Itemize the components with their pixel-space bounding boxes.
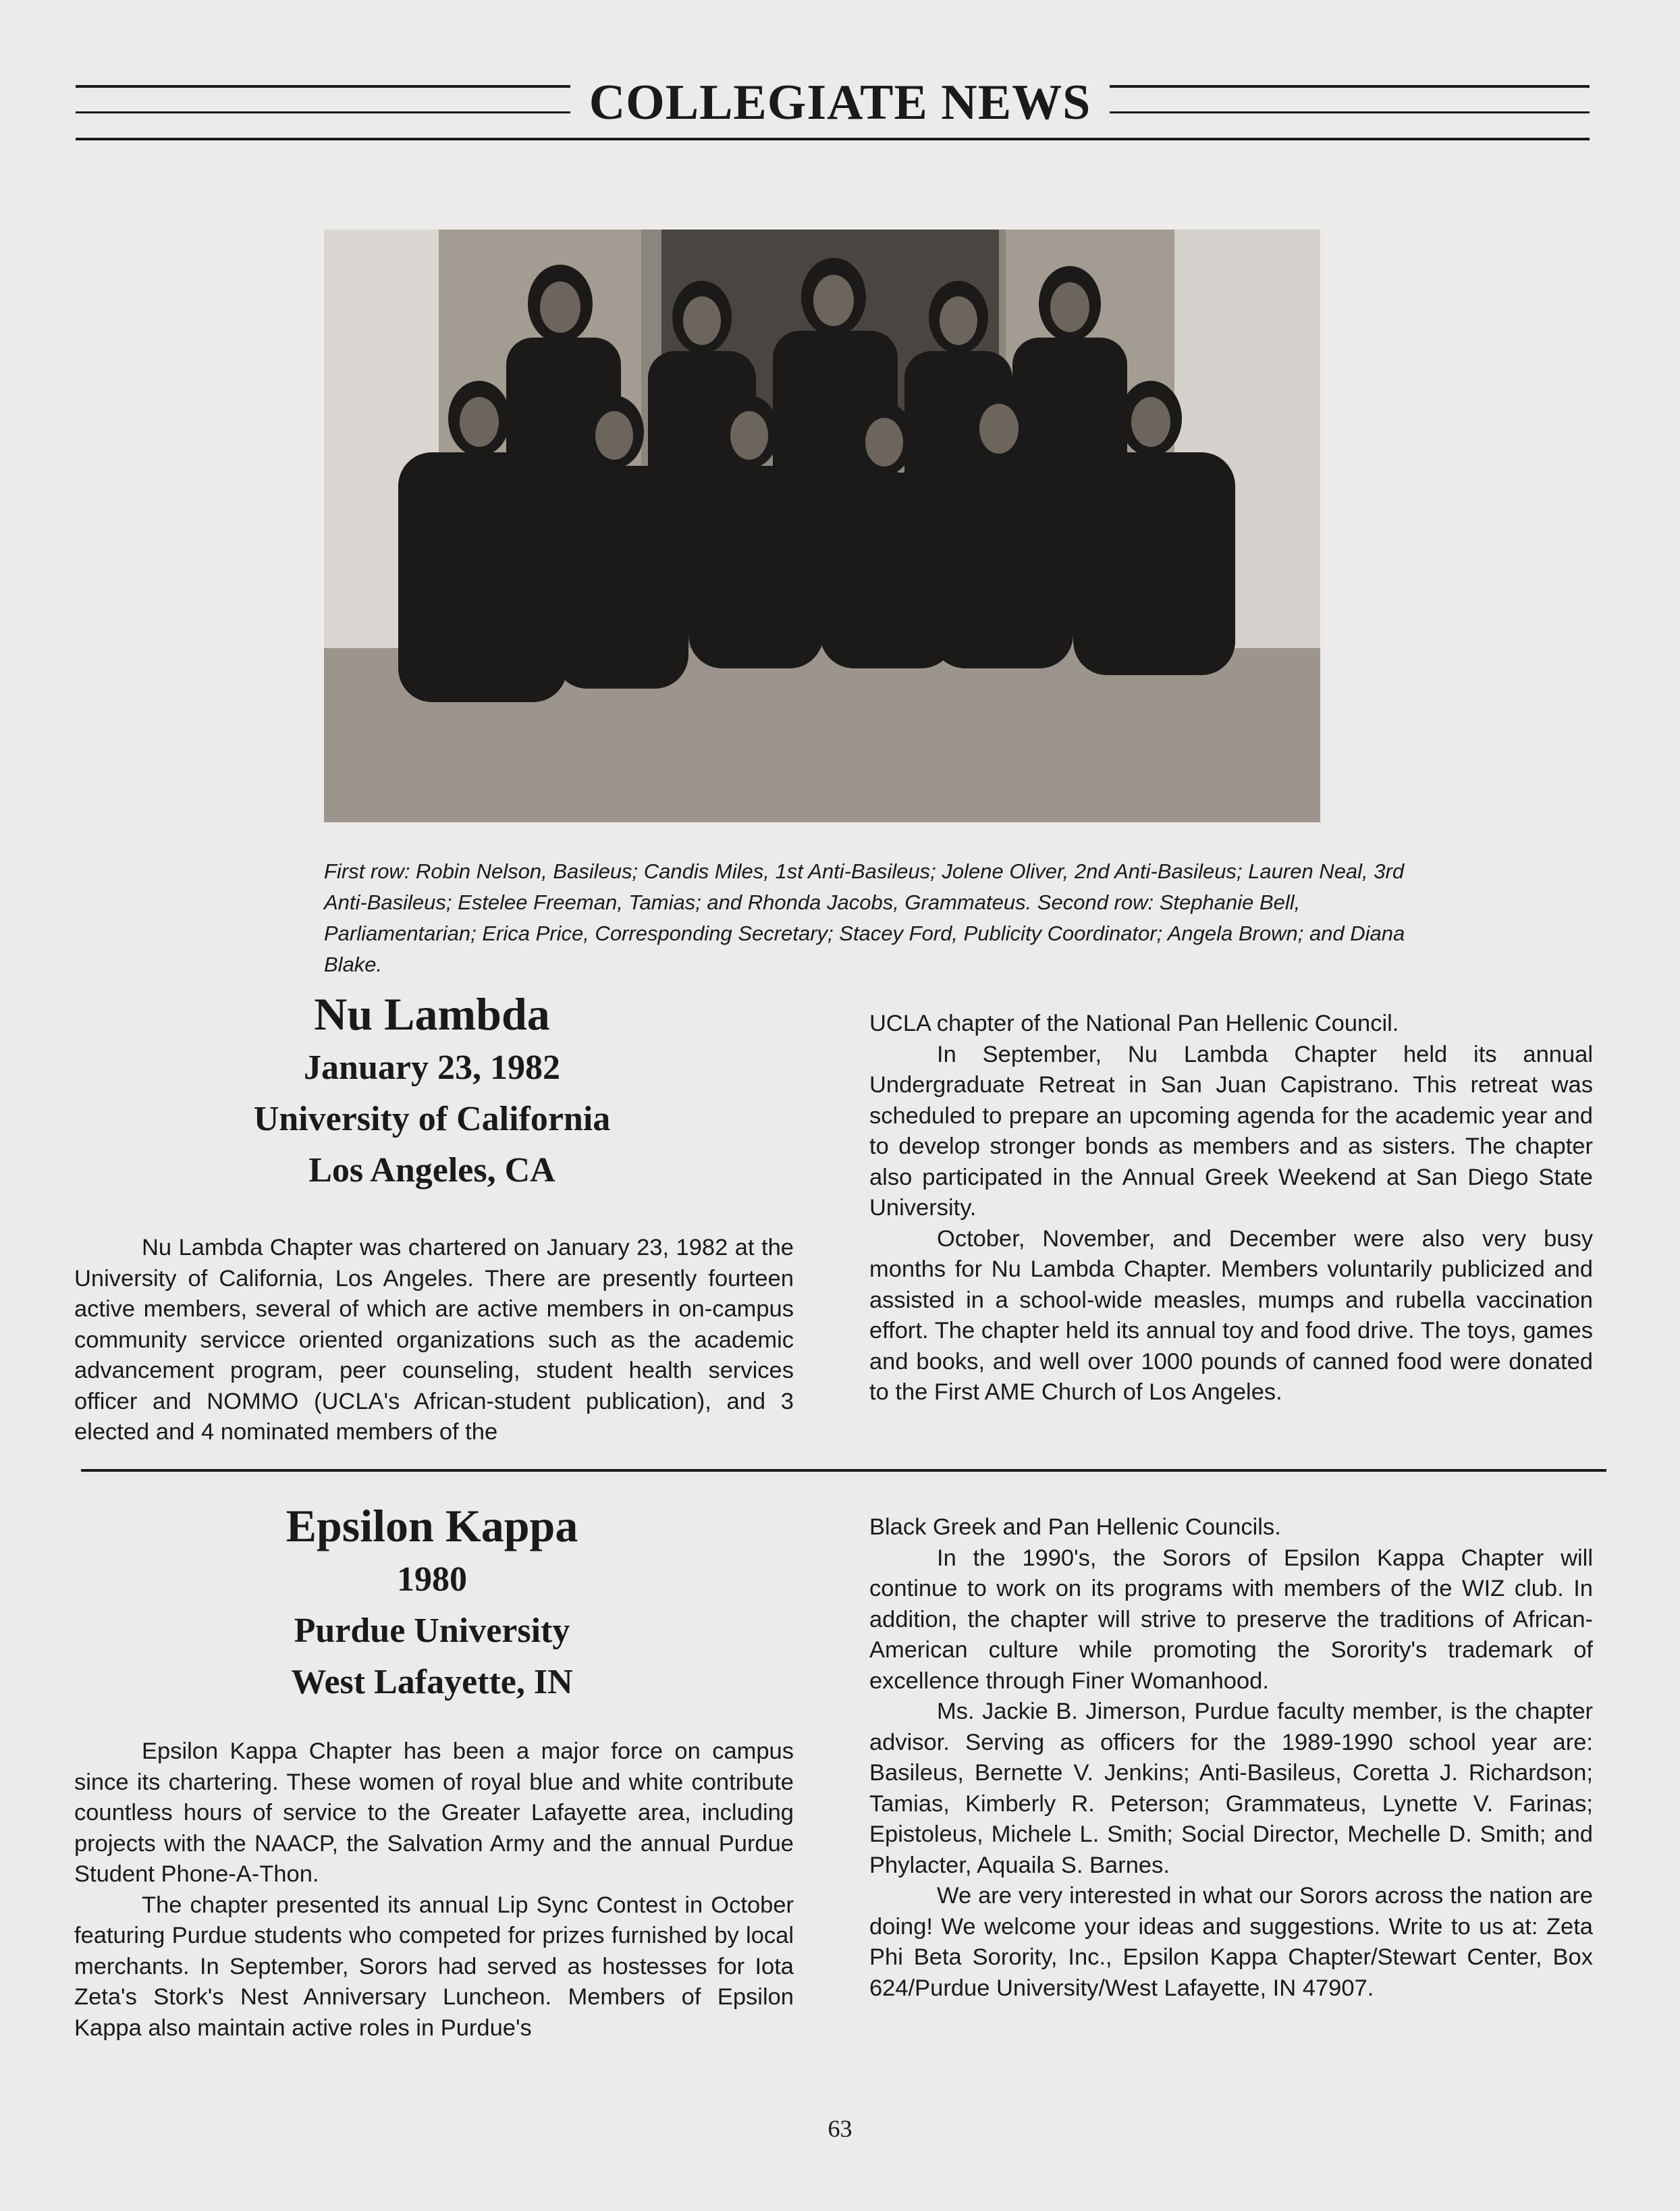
school-name: Purdue University bbox=[294, 1611, 570, 1650]
epsilon-kappa-right-column bbox=[869, 1512, 1593, 2004]
epsilon-kappa-left-column bbox=[74, 1736, 794, 2044]
school-name: University of California bbox=[253, 1100, 611, 1138]
nu-lambda-left-column bbox=[74, 1233, 794, 1448]
page-number: 63 bbox=[828, 2115, 852, 2142]
paragraph: The chapter presented its annual Lip Sync Contest in October featuring Purdue students who competed for prizes furnished by local merchants. In September, Sorors had served as hostesses for Iota Zeta's Stork's Nest Anniversary Luncheon. Members of Epsilon Kappa also maintain active roles in Purdue's bbox=[74, 1892, 794, 2041]
section-divider bbox=[81, 1469, 1606, 1472]
paragraph: In the 1990's, the Sorors of Epsilon Kappa Chapter will continue to work on its programs with members of the WIZ club. In addition, the chapter will strive to preserve the traditions of African-American culture while promoting the Sorority's trademark of excellence through Finer Womanhood. bbox=[869, 1545, 1593, 1694]
paragraph: Epsilon Kappa Chapter has been a major force on campus since its chartering. These women of royal blue and white contribute countless hours of service to the Greater Lafayette area, including projects with the NAACP, the Salvation Army and the annual Purdue Student Phone-A-Thon. bbox=[74, 1738, 794, 1887]
chapter-name: Epsilon Kappa bbox=[286, 1500, 578, 1551]
school-city: Los Angeles, CA bbox=[308, 1151, 556, 1190]
charter-date: 1980 bbox=[397, 1560, 467, 1599]
paragraph: We are very interested in what our Sorors across the nation are doing! We welcome your ideas and suggestions. Write to us at: Zeta Phi Beta Sorority, Inc., Epsilon Kappa Chapter/Stewart Center, Box 624/Purdue University/West Lafayette, IN 47907. bbox=[869, 1883, 1593, 2001]
paragraph: Ms. Jackie B. Jimerson, Purdue faculty member, is the chapter advisor. Serving as officers for the 1989-1990 school year are: Basileus, Bernette V. Jenkins; Anti-Basileus, Coretta J. Richardson; Tamias, Kimberly R. Peterson; Grammateus, Lynette V. Farinas; Epistoleus, Michele L. Smith; Social Director, Mechelle D. Smith; and Phylacter, Aquaila S. Barnes. bbox=[869, 1699, 1593, 1878]
paragraph-continuation: UCLA chapter of the National Pan Hellenic Council. bbox=[869, 1011, 1399, 1036]
nu-lambda-right-column bbox=[869, 1009, 1593, 1408]
masthead-title: COLLEGIATE NEWS bbox=[0, 74, 1680, 132]
paragraph: October, November, and December were also very busy months for Nu Lambda Chapter. Members voluntarily publicized and assisted in a school-wide measles, mumps and rubella vaccination effort. The chapter held its annual toy and food drive. The toys, games and books, and well over 1000 pounds of canned food were donated to the First AME Church of Los Angeles. bbox=[869, 1225, 1593, 1405]
paragraph-continuation: Black Greek and Pan Hellenic Councils. bbox=[869, 1514, 1281, 1540]
paragraph: Nu Lambda Chapter was chartered on January 23, 1982 at the University of California, Los Angeles. There are presently fourteen active members, several of which are active members in on-campus community servicce oriented organizations such as the academic advancement program, peer counseling, student health services officer and NOMMO (UCLA's African-student publication), and 3 elected and 4 nominated members of the bbox=[74, 1235, 794, 1445]
paragraph: In September, Nu Lambda Chapter held its annual Undergraduate Retreat in San Juan Capistrano. This retreat was scheduled to prepare an upcoming agenda for the academic year and to develop stronger bonds as members and as sisters. The chapter also participated in the Annual Greek Weekend at San Diego State University. bbox=[869, 1041, 1593, 1221]
chapter-name: Nu Lambda bbox=[314, 988, 550, 1040]
group-photo-graphic bbox=[324, 230, 1320, 822]
school-city: West Lafayette, IN bbox=[291, 1663, 573, 1701]
masthead-bottom-rule bbox=[76, 138, 1590, 140]
epsilon-kappa-header bbox=[169, 1497, 695, 1708]
nu-lambda-header bbox=[169, 986, 695, 1196]
group-photo bbox=[324, 230, 1320, 822]
charter-date: January 23, 1982 bbox=[304, 1048, 560, 1087]
photo-caption: First row: Robin Nelson, Basileus; Candis Miles, 1st Anti-Basileus; Jolene Oliver, 2nd Anti-Basileus; Lauren Neal, 3rd Anti-Basileus; Estelee Freeman, Tamias; and Rhonda Jacobs, Grammateus. Second row: Stephanie Bell, Parliamentarian; Erica Price, Corresponding Secretary; Stacey Ford, Publicity Coordinator; Angela Brown; and Diana Blake. bbox=[324, 859, 1405, 976]
